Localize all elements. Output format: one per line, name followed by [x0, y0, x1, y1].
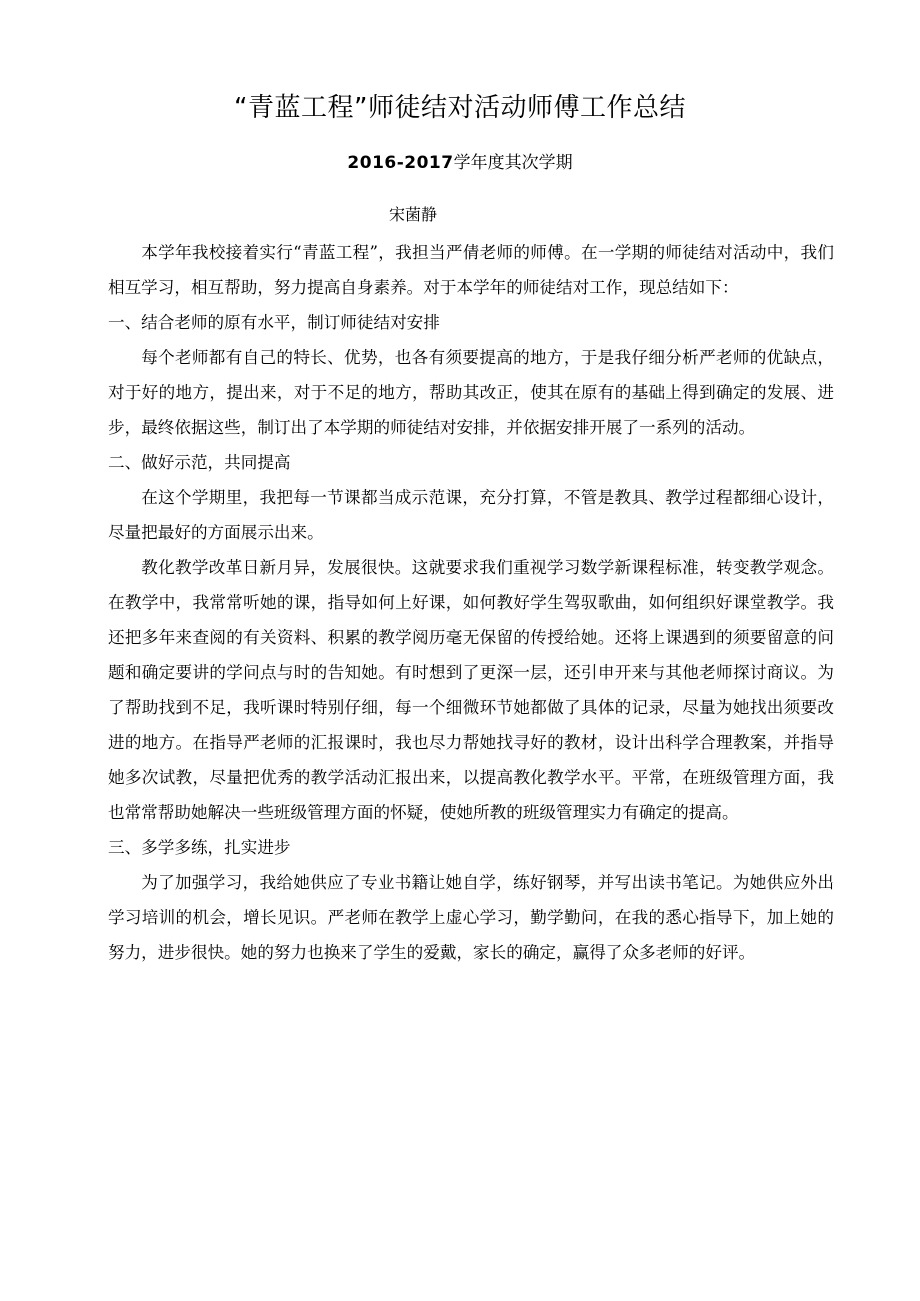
- section-3-paragraph-1: 为了加强学习，我给她供应了专业书籍让她自学，练好钢琴，并写出读书笔记。为她供应外出学习培训的机会，增长见识。严老师在教学上虚心学习，勤学勤问，在我的悉心指导下，加上她的努力，进步很快。她的努力也换来了学生的爱戴，家长的确定，赢得了众多老师的好评。: [108, 873, 834, 962]
- section-2-paragraph-2: 教化教学改革日新月异，发展很快。这就要求我们重视学习数学新课程标准，转变教学观念。在教学中，我常常听她的课，指导如何上好课，如何教好学生驾驭歌曲，如何组织好课堂教学。我还把多年来查阅的有关资料、积累的教学阅历毫无保留的传授给她。还将上课遇到的须要留意的问题和确定要讲的学问点与时的告知她。有时想到了更深一层，还引申开来与其他老师探讨商议。为了帮助找到不足，我听课时特别仔细，每一个细微环节她都做了具体的记录，尽量为她找出须要改进的地方。在指导严老师的汇报课时，我也尽力帮她找寻好的教材，设计出科学合理教案，并指导她多次试教，尽量把优秀的教学活动汇报出来，以提高教化教学水平。平常，在班级管理方面，我也常常帮助她解决一些班级管理方面的怀疑，使她所教的班级管理实力有确定的提高。: [108, 558, 834, 822]
- section-heading-3: 三、多学多练，扎实进步: [108, 838, 291, 857]
- section-2-paragraph-1: 在这个学期里，我把每一节课都当成示范课，充分打算，不管是教具、教学过程都细心设计，尽量把最好的方面展示出来。: [108, 488, 834, 542]
- document-title: “青蓝工程”师徒结对活动师傅工作总结: [234, 93, 686, 123]
- section-heading-2: 二、做好示范，共同提高: [108, 453, 291, 472]
- document-author: 宋菌静: [389, 205, 438, 224]
- subtitle-text: 学年度其次学期: [453, 153, 573, 173]
- section-heading-1: 一、结合老师的原有水平，制订师徒结对安排: [108, 313, 440, 332]
- intro-paragraph: 本学年我校接着实行“青蓝工程”，我担当严倩老师的师傅。在一学期的师徒结对活动中，我们相互学习，相互帮助，努力提高自身素养。对于本学年的师徒结对工作，现总结如下：: [108, 243, 834, 297]
- document-body: [108, 235, 834, 970]
- subtitle-year: 2016-2017: [347, 153, 454, 173]
- document-subtitle: [0, 150, 920, 176]
- section-1-paragraph-1: 每个老师都有自己的特长、优势，也各有须要提高的地方，于是我仔细分析严老师的优缺点，对于好的地方，提出来，对于不足的地方，帮助其改正，使其在原有的基础上得到确定的发展、进步，最终依据这些，制订出了本学期的师徒结对安排，并依据安排开展了一系列的活动。: [108, 348, 834, 437]
